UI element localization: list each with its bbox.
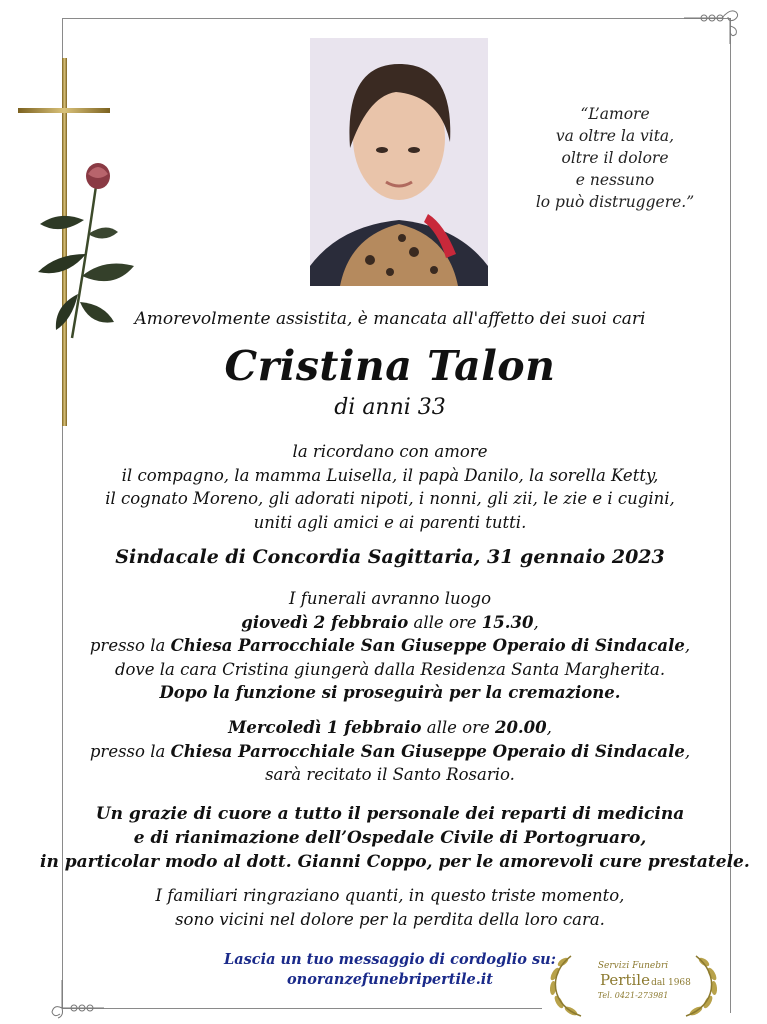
family-line: la ricordano con amore (292, 442, 488, 461)
family-line: il cognato Moreno, gli adorati nipoti, i nonni, gli zii, le zie e i cugini, (105, 489, 675, 508)
funeral-location: presso la Chiesa Parrocchiale San Giuseppe Operaio di Sindacale, (89, 636, 691, 655)
family-line: il compagno, la mamma Luisella, il papà Danilo, la sorella Ketty, (121, 465, 659, 485)
logo-tel: Tel. 0421-273981 (597, 991, 669, 1000)
rosary-datetime (40, 716, 740, 740)
funeral-presso: presso la (89, 636, 171, 655)
corner-ornament-top-right (682, 4, 744, 48)
funeral-arrival: dove la cara Cristina giungerà dalla Residenza Santa Margherita. (114, 659, 666, 679)
funeral-time: 15.30 (481, 612, 534, 632)
family-section (40, 440, 740, 534)
family-line: uniti agli amici e ai parenti tutti. (253, 512, 527, 532)
closing-section (40, 884, 740, 931)
funeral-datetime (40, 611, 740, 635)
quote-line: oltre il dolore (561, 149, 669, 167)
rosary-church: Chiesa Parrocchiale San Giuseppe Operaio di Sindacale (170, 741, 685, 761)
quote-line: lo può distruggere.” (535, 193, 695, 211)
deceased-name: Cristina Talon (224, 342, 556, 390)
funeral-section (40, 587, 740, 705)
rosary-section (40, 716, 740, 787)
logo-since: dal 1968 (651, 978, 691, 988)
thanks-line: in particolar modo al dott. Gianni Coppo, per le amorevoli cure prestatele. (40, 852, 750, 872)
portrait-photo (310, 38, 488, 286)
logo-brand: Pertile (600, 971, 650, 989)
funeral-at: alle ore (408, 612, 482, 632)
closing-line: I familiari ringraziano quanti, in questo triste momento, (155, 886, 625, 905)
rosary-presso: presso la (89, 741, 171, 761)
funeral-date: giovedì 2 febbraio (241, 612, 409, 632)
funeral-cremation: Dopo la funzione si proseguirà per la cremazione. (159, 683, 621, 702)
place-date: Sindacale di Concordia Sagittaria, 31 gennaio 2023 (115, 546, 665, 568)
pertile-logo (541, 944, 726, 1020)
quote-line: e nessuno (575, 171, 655, 189)
rosary-at: alle ore (421, 718, 495, 737)
thanks-line: Un grazie di cuore a tutto il personale dei reparti di medicina (95, 804, 685, 824)
rosary-comma: , (546, 718, 552, 737)
corner-ornament-bottom-left (48, 978, 108, 1022)
funeral-intro: I funerali avranno luogo (288, 589, 492, 608)
intro-text: Amorevolmente assistita, è mancata all'affetto dei suoi cari (134, 309, 646, 329)
condolence-link[interactable]: onoranzefunebripertile.it (287, 971, 493, 988)
logo-top-text: Servizi Funebri (597, 961, 669, 971)
quote (505, 103, 725, 213)
rosary-time: 20.00 (494, 718, 547, 737)
thanks-section (40, 802, 750, 874)
rosary-note: sarà recitato il Santo Rosario. (265, 765, 515, 784)
deceased-age: di anni 33 (334, 395, 446, 420)
quote-line: “L’amore (580, 105, 650, 123)
rosary-location: presso la Chiesa Parrocchiale San Giuseppe Operaio di Sindacale, (89, 741, 691, 761)
frame-bottom-border (62, 1008, 542, 1009)
rosary-date: Mercoledì 1 febbraio (228, 718, 422, 737)
quote-line: va oltre la vita, (555, 127, 675, 145)
funeral-church: Chiesa Parrocchiale San Giuseppe Operaio di Sindacale (170, 636, 685, 655)
funeral-comma: , (533, 612, 539, 632)
condolence-prompt: Lascia un tuo messaggio di cordoglio su: (224, 951, 556, 968)
frame-top-border (62, 18, 730, 19)
closing-line: sono vicini nel dolore per la perdita della loro cara. (175, 909, 605, 929)
condolence-message (200, 950, 580, 990)
thanks-line: e di rianimazione dell’Ospedale Civile di Portogruaro, (133, 828, 647, 848)
